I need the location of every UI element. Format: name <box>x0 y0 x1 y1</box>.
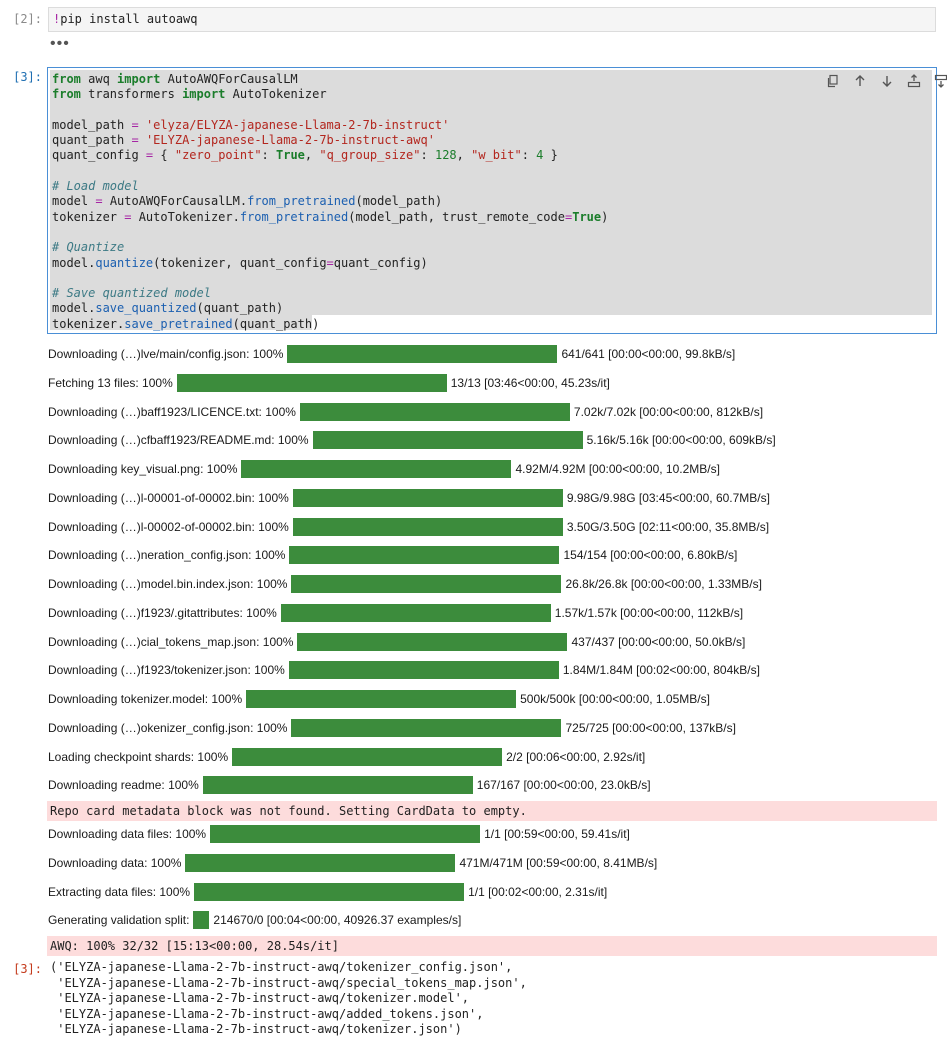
progress-row <box>48 661 760 679</box>
progress-bar <box>246 690 516 708</box>
progress-row <box>48 854 657 872</box>
progress-stats: 154/154 [00:00<00:00, 6.80kB/s] <box>563 548 738 562</box>
progress-stats: 725/725 [00:00<00:00, 137kB/s] <box>565 721 736 735</box>
progress-bar <box>210 825 480 843</box>
progress-stats: 5.16k/5.16k [00:00<00:00, 609kB/s] <box>586 433 776 447</box>
progress-bar <box>291 575 561 593</box>
progress-row <box>48 776 651 794</box>
progress-bar <box>177 374 447 392</box>
progress-row <box>48 825 630 843</box>
progress-label: Downloading data files: 100% <box>48 827 207 841</box>
progress-row <box>48 633 745 651</box>
progress-stats: 214670/0 [00:04<00:00, 40926.37 examples/s] <box>213 913 462 927</box>
shell-escape: ! <box>53 12 61 26</box>
progress-bar <box>185 854 455 872</box>
progress-row <box>48 883 607 901</box>
arrow-down-icon <box>880 74 894 88</box>
progress-bar <box>287 345 557 363</box>
progress-bar <box>241 460 511 478</box>
progress-bar <box>289 661 559 679</box>
progress-stats: 500k/500k [00:00<00:00, 1.05MB/s] <box>520 692 710 706</box>
progress-stats: 641/641 [00:00<00:00, 99.8kB/s] <box>561 347 736 361</box>
progress-label: Extracting data files: 100% <box>48 885 191 899</box>
progress-label: Downloading (…)lve/main/config.json: 100% <box>48 347 284 361</box>
progress-stats: 471M/471M [00:59<00:00, 8.41MB/s] <box>459 856 658 870</box>
progress-row <box>48 518 769 536</box>
progress-row <box>48 604 743 622</box>
insert-above-button[interactable] <box>903 72 924 90</box>
progress-label: Downloading (…)neration_config.json: 100% <box>48 548 286 562</box>
cell-3-input[interactable] <box>47 67 937 334</box>
progress-stats: 4.92M/4.92M [00:00<00:00, 10.2MB/s] <box>515 462 720 476</box>
progress-row <box>48 748 645 766</box>
progress-stats: 1.84M/1.84M [00:02<00:00, 804kB/s] <box>562 663 760 677</box>
progress-bar <box>293 489 563 507</box>
progress-row <box>48 431 776 449</box>
progress-label: Loading checkpoint shards: 100% <box>48 750 229 764</box>
cell-2-code-text: pip install autoawq <box>60 12 198 26</box>
progress-stats: 167/167 [00:00<00:00, 23.0kB/s] <box>476 778 651 792</box>
cell-3-code[interactable]: from awq import AutoAWQForCausalLM from transformers import AutoTokenizer model_path = 'elyza/ELYZA-japanese-Llama-2-7b-instruct' quant_path = 'ELYZA-japanese-Llama-2-7b-instruct-awq' quant_config = { "zero_point": True, "q_group_size": 128, "w_bit": 4 } # Load model model = AutoAWQForCausalLM.from_pretrained(model_path) tokenizer = AutoTokenizer.from_pretrained(model_path, trust_remote_code=True) # Quantize model.quantize(tokenizer, quant_config=quant_config) # Save quantized model model.save_quantized(quant_path) tokenizer.save_pretrained(quant_path) <box>52 72 609 331</box>
progress-label: Downloading (…)l-00001-of-00002.bin: 100% <box>48 491 289 505</box>
collapsed-output-toggle[interactable]: ••• <box>50 35 70 52</box>
progress-bar <box>300 403 570 421</box>
progress-row <box>48 460 720 478</box>
progress-stats: 437/437 [00:00<00:00, 50.0kB/s] <box>571 635 746 649</box>
progress-bar <box>313 431 583 449</box>
awq-status: AWQ: 100% 32/32 [15:13<00:00, 28.54s/it] <box>47 936 937 956</box>
progress-bar <box>194 883 464 901</box>
duplicate-cell-button[interactable] <box>822 72 843 90</box>
progress-label: Downloading (…)f1923/.gitattributes: 100% <box>48 606 277 620</box>
move-up-button[interactable] <box>849 72 870 90</box>
progress-label: Downloading (…)baff1923/LICENCE.txt: 100% <box>48 405 296 419</box>
progress-label: Generating validation split: <box>48 913 190 927</box>
progress-row <box>48 575 762 593</box>
progress-label: Downloading (…)okenizer_config.json: 100% <box>48 721 288 735</box>
progress-row <box>48 374 610 392</box>
progress-stats: 1/1 [00:02<00:00, 2.31s/it] <box>468 885 608 899</box>
cell-toolbar <box>822 72 947 90</box>
progress-label: Downloading (…)model.bin.index.json: 100% <box>48 577 288 591</box>
progress-bar <box>203 776 473 794</box>
progress-label: Downloading data: 100% <box>48 856 182 870</box>
progress-label: Downloading (…)cial_tokens_map.json: 100% <box>48 635 294 649</box>
progress-stats: 9.98G/9.98G [03:45<00:00, 60.7MB/s] <box>566 491 770 505</box>
progress-stats: 7.02k/7.02k [00:00<00:00, 812kB/s] <box>573 405 764 419</box>
progress-label: Downloading key_visual.png: 100% <box>48 462 238 476</box>
progress-row <box>48 719 736 737</box>
progress-stats: 2/2 [00:06<00:00, 2.92s/it] <box>506 750 646 764</box>
duplicate-icon <box>826 74 840 88</box>
progress-stats: 1/1 [00:59<00:00, 59.41s/it] <box>484 827 630 841</box>
output-3-prompt: [3]: <box>13 962 42 976</box>
insert-above-icon <box>907 74 921 88</box>
progress-bar <box>297 633 567 651</box>
progress-label: Downloading (…)l-00002-of-00002.bin: 100% <box>48 520 289 534</box>
progress-bar <box>193 911 209 929</box>
progress-label: Downloading (…)f1923/tokenizer.json: 100% <box>48 663 285 677</box>
move-down-button[interactable] <box>876 72 897 90</box>
progress-bar <box>291 719 561 737</box>
progress-row <box>48 345 735 363</box>
progress-bar <box>281 604 551 622</box>
progress-stats: 13/13 [03:46<00:00, 45.23s/it] <box>450 376 610 390</box>
progress-label: Downloading (…)cfbaff1923/README.md: 100% <box>48 433 309 447</box>
progress-bar <box>289 546 559 564</box>
insert-below-icon <box>934 74 947 88</box>
progress-stats: 26.8k/26.8k [00:00<00:00, 1.33MB/s] <box>565 577 762 591</box>
progress-label: Downloading readme: 100% <box>48 778 199 792</box>
cell-2-prompt: [2]: <box>13 12 42 26</box>
progress-bar <box>293 518 563 536</box>
progress-row <box>48 546 737 564</box>
insert-below-button[interactable] <box>930 72 947 90</box>
progress-row <box>48 489 770 507</box>
progress-stats: 1.57k/1.57k [00:00<00:00, 112kB/s] <box>554 606 744 620</box>
cell-2 <box>0 0 947 60</box>
progress-bar <box>232 748 502 766</box>
progress-row <box>48 403 763 421</box>
cell-3-prompt: [3]: <box>13 70 42 84</box>
progress-row <box>48 690 710 708</box>
arrow-up-icon <box>853 74 867 88</box>
progress-label: Downloading tokenizer.model: 100% <box>48 692 243 706</box>
progress-stats: 3.50G/3.50G [02:11<00:00, 35.8MB/s] <box>566 520 770 534</box>
warning-message: Repo card metadata block was not found. Setting CardData to empty. <box>47 801 937 821</box>
output-3-result: ('ELYZA-japanese-Llama-2-7b-instruct-awq/tokenizer_config.json', 'ELYZA-japanese-Llama-2-7b-instruct-awq/special_tokens_map.json', 'ELYZA-japanese-Llama-2-7b-instruct-awq/tokenizer.model', 'ELYZA-japanese-Llama-2-7b-instruct-awq/added_tokens.json', 'ELYZA-japanese-Llama-2-7b-instruct-awq/tokenizer.json') <box>50 960 527 1036</box>
cell-2-input[interactable] <box>48 7 936 32</box>
cell-2-code[interactable] <box>53 12 198 26</box>
progress-label: Fetching 13 files: 100% <box>48 376 173 390</box>
progress-row <box>48 911 461 929</box>
